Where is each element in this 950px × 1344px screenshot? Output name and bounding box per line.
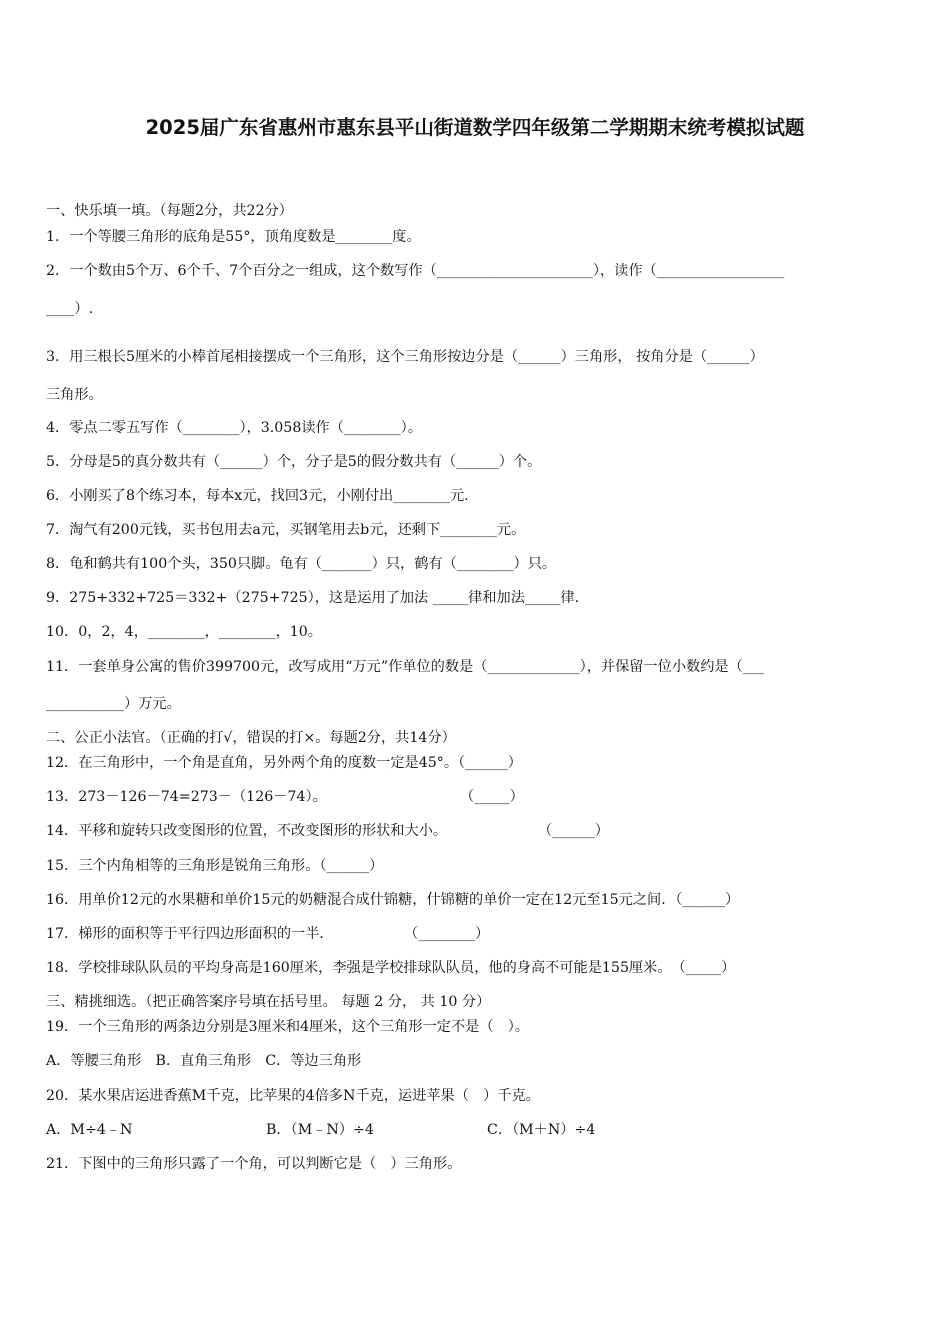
question-4: 4．零点二零五写作（________），3.058读作（________）。 xyxy=(46,420,422,436)
question-3-line2: 三角形。 xyxy=(46,387,103,403)
section2-heading: 二、公正小法官。（正确的打√，错误的打×。每题2分，共14分） xyxy=(46,730,456,746)
question-2-line1: 2．一个数由5个万、6个千、7个百分之一组成，这个数写作（______________________），读作（__________________ xyxy=(46,263,785,279)
question-13: 13．273－126－74=273－（126－74）。 xyxy=(46,789,327,805)
question-20-option-c: C．（M＋N）÷4 xyxy=(487,1122,596,1138)
question-20-option-b: B．（M﹣N）÷4 xyxy=(266,1122,374,1138)
question-6: 6．小刚买了8个练习本，每本x元，找回3元，小刚付出________元. xyxy=(46,488,469,504)
question-2-line2: ____）. xyxy=(46,301,94,317)
question-20: 20．某水果店运进香蕉M千克，比苹果的4倍多N千克，运进苹果（ ）千克。 xyxy=(46,1088,540,1104)
question-17-answer-blank: （________） xyxy=(404,926,490,942)
question-7: 7．淘气有200元钱，买书包用去a元，买钢笔用去b元，还剩下________元。 xyxy=(46,522,526,538)
question-14-answer-blank: （______） xyxy=(538,823,609,839)
question-14: 14．平移和旋转只改变图形的位置，不改变图形的形状和大小。 xyxy=(46,823,448,839)
question-11-line2: ___________）万元。 xyxy=(46,696,181,712)
question-11-line1: 11．一套单身公寓的售价399700元，改写成用“万元”作单位的数是（_____________），并保留一位小数约是（___ xyxy=(46,659,765,675)
question-17: 17．梯形的面积等于平行四边形面积的一半． xyxy=(46,926,334,942)
section1-heading: 一、快乐填一填。（每题2分，共22分） xyxy=(46,203,293,219)
question-15: 15．三个内角相等的三角形是锐角三角形。（______） xyxy=(46,858,384,874)
section3-heading: 三、精挑细选。（把正确答案序号填在括号里。 每题 2 分， 共 10 分） xyxy=(46,994,491,1010)
question-9: 9．275+332+725＝332+（275+725），这是运用了加法 _____律和加法_____律. xyxy=(46,590,580,606)
question-12: 12．在三角形中，一个角是直角，另外两个角的度数一定是45°。（______） xyxy=(46,755,522,771)
question-13-answer-blank: （_____） xyxy=(460,789,524,805)
question-20-option-a: A．M÷4﹣N xyxy=(46,1122,133,1138)
question-8: 8．龟和鹤共有100个头，350只脚。龟有（_______）只，鹤有（________）只。 xyxy=(46,556,557,572)
question-1: 1．一个等腰三角形的底角是55°，顶角度数是________度。 xyxy=(46,229,421,245)
question-5: 5．分母是5的真分数共有（______）个，分子是5的假分数共有（______）个。 xyxy=(46,454,542,470)
question-18: 18．学校排球队队员的平均身高是160厘米，李强是学校排球队队员，他的身高不可能是155厘米。 （_____） xyxy=(46,960,736,976)
question-10: 10．0，2，4，________，________，10。 xyxy=(46,624,322,640)
question-16: 16．用单价12元的水果糖和单价15元的奶糖混合成什锦糖，什锦糖的单价一定在12元至15元之间．（______） xyxy=(46,892,740,908)
question-19-options: A．等腰三角形 B．直角三角形 C．等边三角形 xyxy=(46,1053,362,1069)
exam-title: 2025届广东省惠州市惠东县平山街道数学四年级第二学期期末统考模拟试题 xyxy=(145,116,805,139)
question-19: 19．一个三角形的两条边分别是3厘米和4厘米，这个三角形一定不是（ ）。 xyxy=(46,1019,530,1035)
question-3-line1: 3．用三根长5厘米的小棒首尾相接摆成一个三角形，这个三角形按边分是（______）三角形， 按角分是（______） xyxy=(46,349,764,365)
question-21: 21．下图中的三角形只露了一个角，可以判断它是（ ）三角形。 xyxy=(46,1156,462,1172)
